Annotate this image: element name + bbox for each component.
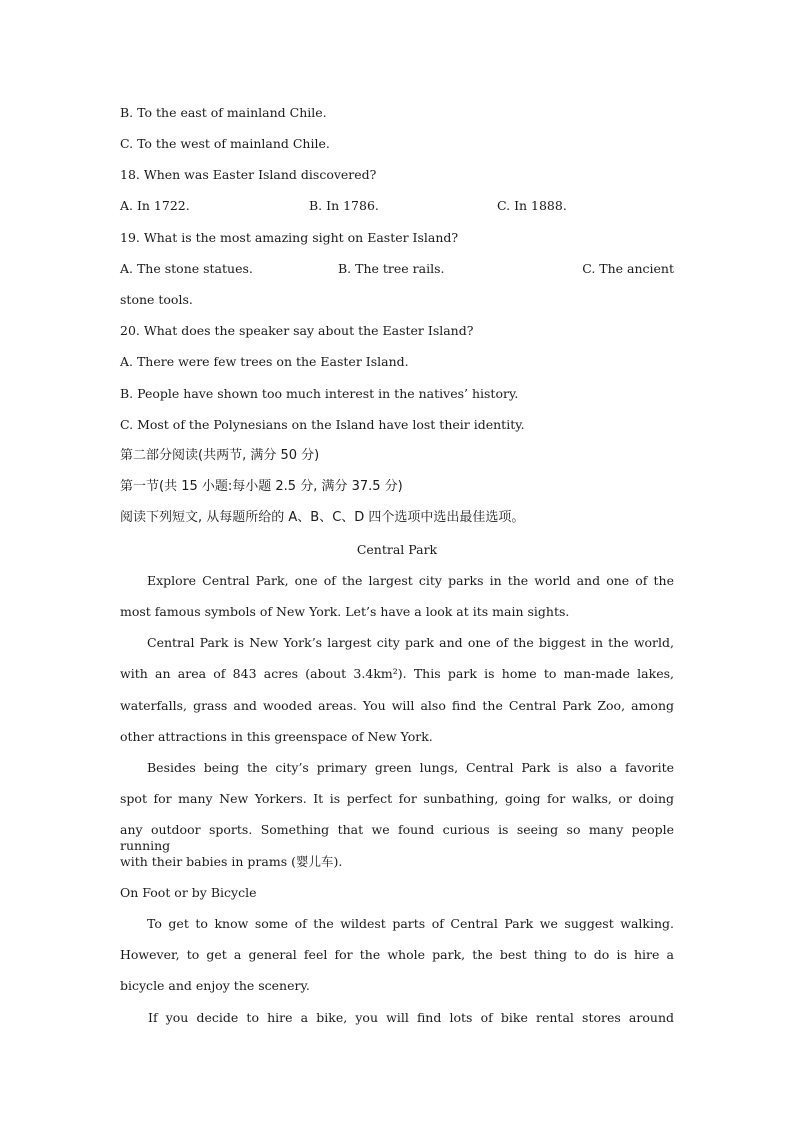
q18-option-a: A. In 1722. [120,198,190,213]
passage-line: Besides being the city’s primary green lungs, Central Park is also a favorite [147,760,674,775]
q20-option-c: C. Most of the Polynesians on the Island have lost their identity. [120,417,525,432]
passage-line: Central Park is New York’s largest city park and one of the biggest in the world, [147,635,674,650]
section-heading: 第一节(共 15 小题:每小题 2.5 分, 满分 37.5 分) [120,479,403,494]
q17-option-b: B. To the east of mainland Chile. [120,105,327,120]
passage-line: To get to know some of the wildest parts of Central Park we suggest walking. [147,916,674,931]
passage-line: If you decide to hire a bike, you will find lots of bike rental stores around [148,1010,674,1025]
q18-options [120,198,674,214]
q20-option-a: A. There were few trees on the Easter Island. [120,354,409,369]
passage-line: spot for many New Yorkers. It is perfect for sunbathing, going for walks, or doing [120,791,674,806]
q19-question: 19. What is the most amazing sight on Easter Island? [120,230,459,245]
passage-line: other attractions in this greenspace of New York. [120,729,433,744]
passage-title: Central Park [356,542,438,557]
passage-line: any outdoor sports. Something that we found curious is seeing so many people running [120,822,674,853]
passage-line: Explore Central Park, one of the largest city parks in the world and one of the [147,573,674,588]
passage-line: However, to get a general feel for the whole park, the best thing to do is hire a [120,947,674,962]
q20-option-b: B. People have shown too much interest in the natives’ history. [120,386,519,401]
q19-options [120,261,674,277]
q17-option-c: C. To the west of mainland Chile. [120,136,330,151]
q19-option-b: B. The tree rails. [338,261,445,276]
q19-option-a: A. The stone statues. [120,261,253,276]
q18-question: 18. When was Easter Island discovered? [120,167,377,182]
instructions: 阅读下列短文, 从每题所给的 A、B、C、D 四个选项中选出最佳选项。 [120,510,525,525]
part-heading: 第二部分阅读(共两节, 满分 50 分) [120,448,320,463]
q19-option-c-continued: stone tools. [120,292,193,307]
q20-question: 20. What does the speaker say about the Easter Island? [120,323,474,338]
subheading: On Foot or by Bicycle [120,885,257,900]
passage-line: with their babies in prams (婴儿车). [120,854,343,869]
passage-line: most famous symbols of New York. Let’s have a look at its main sights. [120,604,570,619]
passage-line: with an area of 843 acres (about 3.4km²). This park is home to man-made lakes, [120,666,674,681]
passage-line: waterfalls, grass and wooded areas. You will also find the Central Park Zoo, among [120,698,674,713]
passage-line: bicycle and enjoy the scenery. [120,978,310,993]
q19-option-c: C. The ancient [582,261,674,276]
q18-option-c: C. In 1888. [497,198,567,213]
q18-option-b: B. In 1786. [309,198,379,213]
